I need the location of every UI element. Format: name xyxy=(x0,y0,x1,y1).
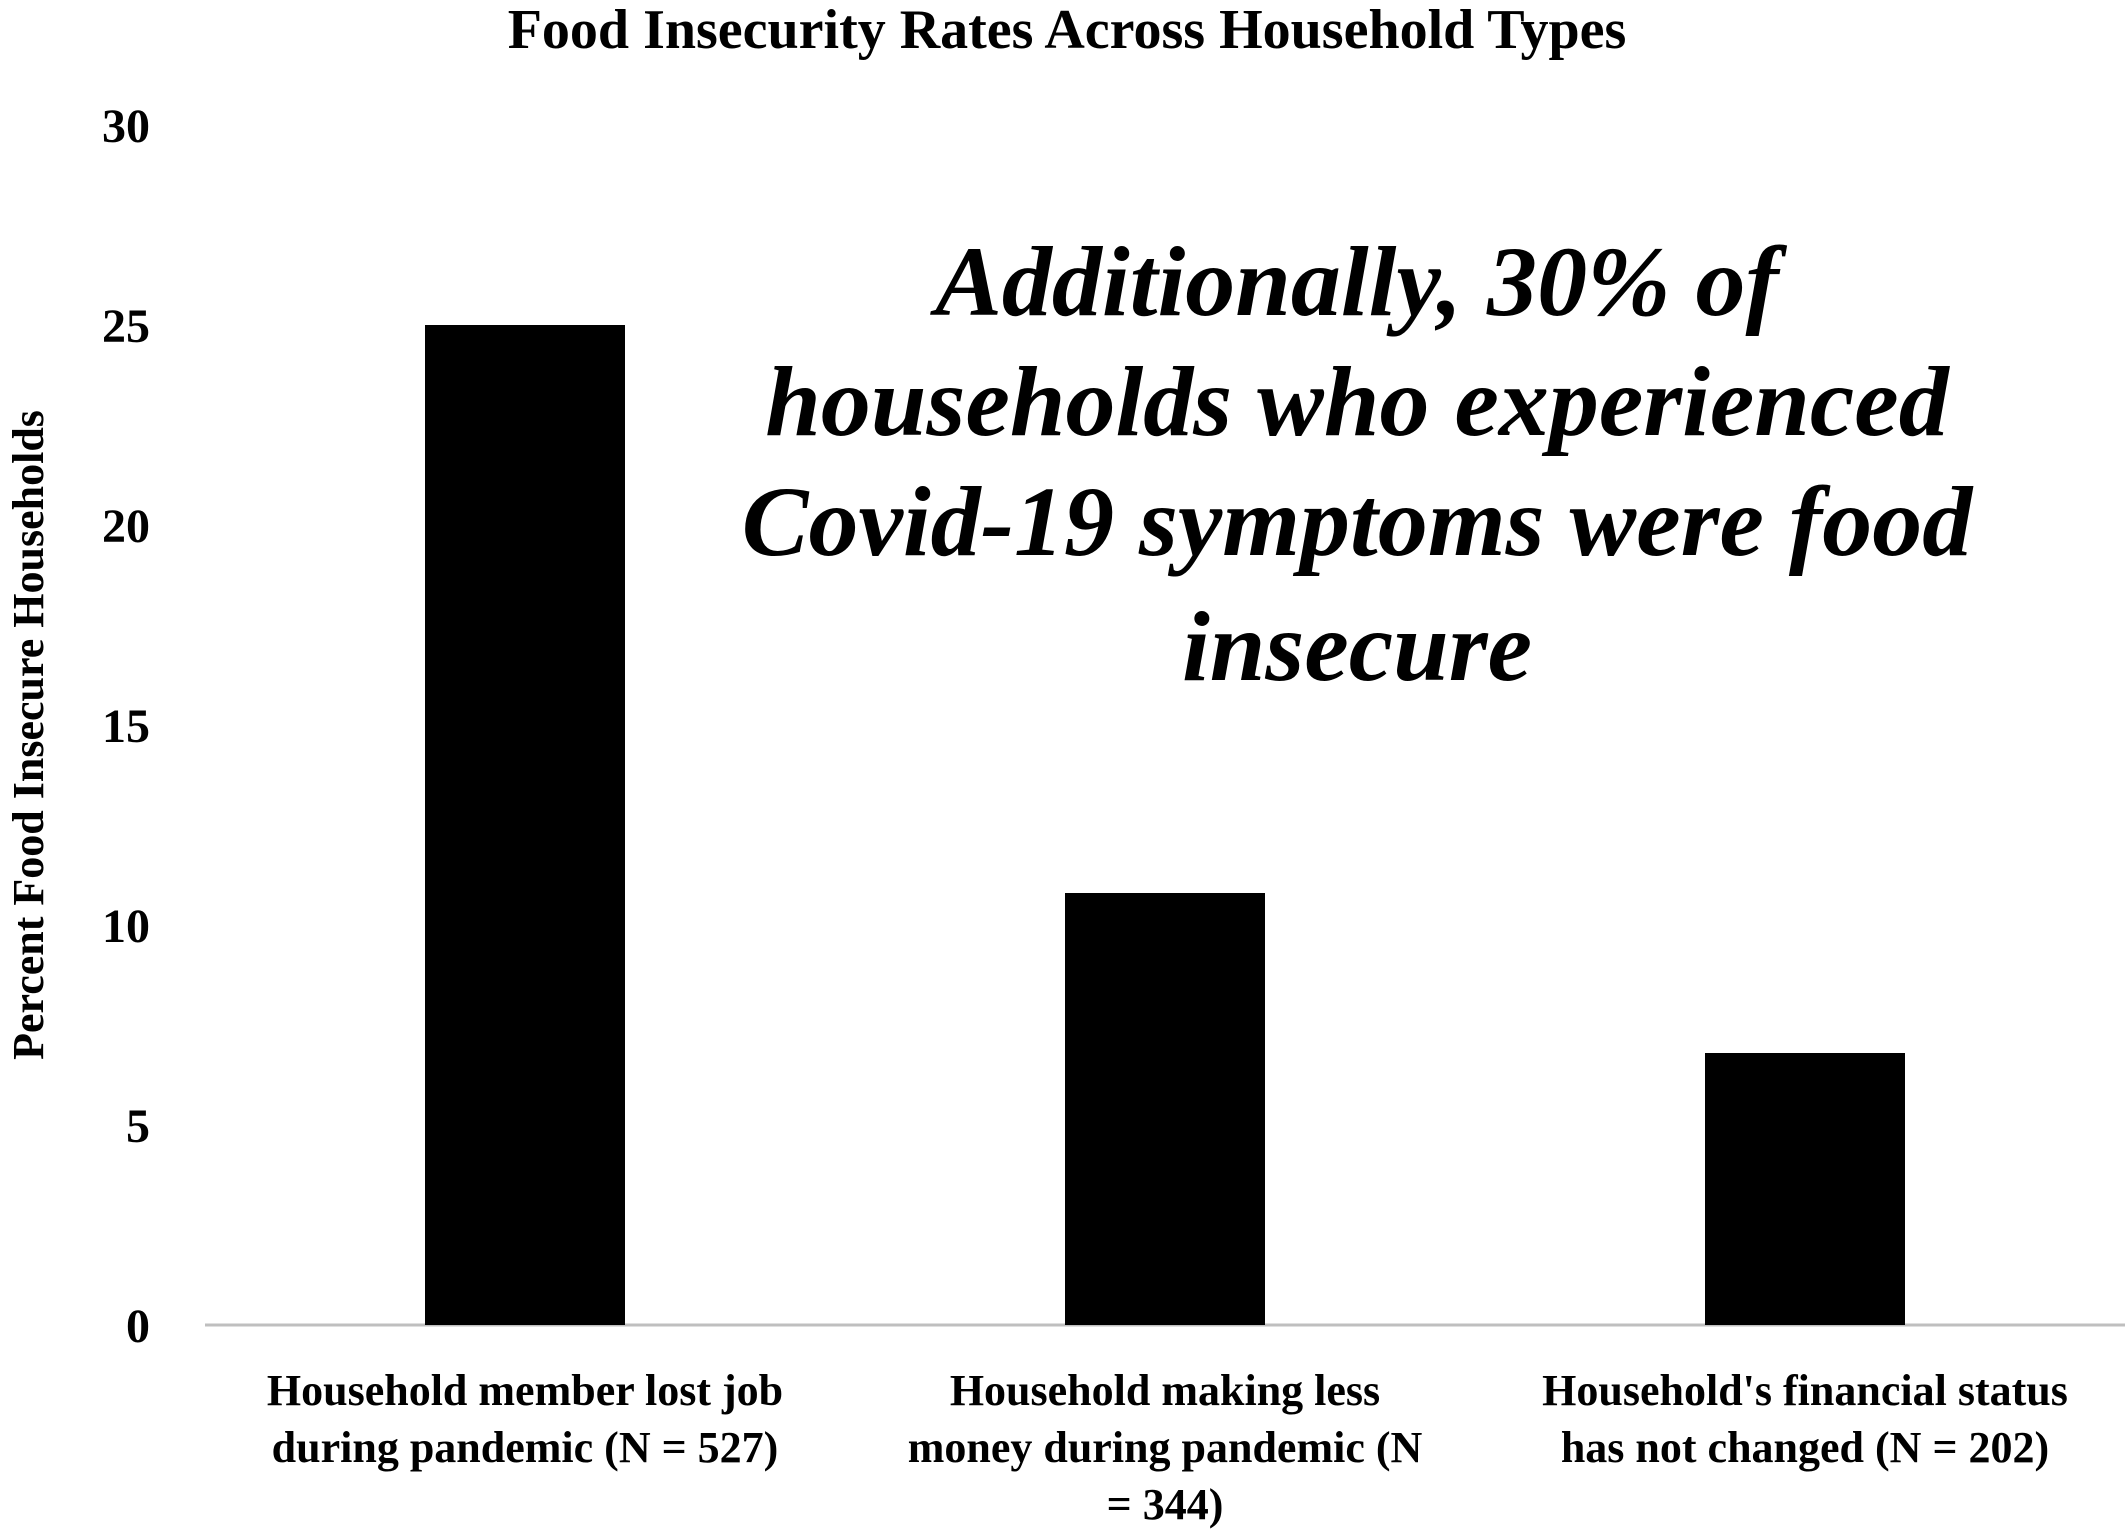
x-tick-label: Household making less xyxy=(949,1366,1381,1415)
y-tick-label: 30 xyxy=(102,100,150,153)
y-tick-label: 10 xyxy=(102,900,150,953)
x-tick-label: = 344) xyxy=(1106,1480,1224,1529)
x-tick-label: Household's financial status xyxy=(1542,1366,2068,1415)
y-tick-label: 5 xyxy=(126,1100,150,1153)
bar xyxy=(425,325,625,1325)
x-axis-labels xyxy=(267,1366,2068,1529)
y-tick-label: 15 xyxy=(102,700,150,753)
y-axis-label: Percent Food Insecure Households xyxy=(4,410,53,1060)
annotation-line: insecure xyxy=(1182,591,1532,702)
x-tick-label: has not changed (N = 202) xyxy=(1560,1423,2050,1472)
x-tick-label: Household member lost job xyxy=(266,1366,784,1415)
annotation-line: households who experienced xyxy=(765,346,1949,457)
y-tick-label: 25 xyxy=(102,300,150,353)
annotation-line: Additionally, 30% of xyxy=(935,226,1779,337)
bar xyxy=(1705,1053,1905,1325)
y-tick-label: 0 xyxy=(126,1300,150,1353)
x-tick-label: money during pandemic (N xyxy=(907,1423,1423,1472)
annotation-line: Covid-19 symptoms were food xyxy=(741,466,1973,577)
y-tick-label: 20 xyxy=(102,500,150,553)
x-tick-label: during pandemic (N = 527) xyxy=(271,1423,779,1472)
bar xyxy=(1065,893,1265,1325)
chart-title: Food Insecurity Rates Across Household Types xyxy=(507,0,1627,61)
y-axis-ticks xyxy=(102,100,150,1353)
chart-annotation xyxy=(742,226,1974,702)
